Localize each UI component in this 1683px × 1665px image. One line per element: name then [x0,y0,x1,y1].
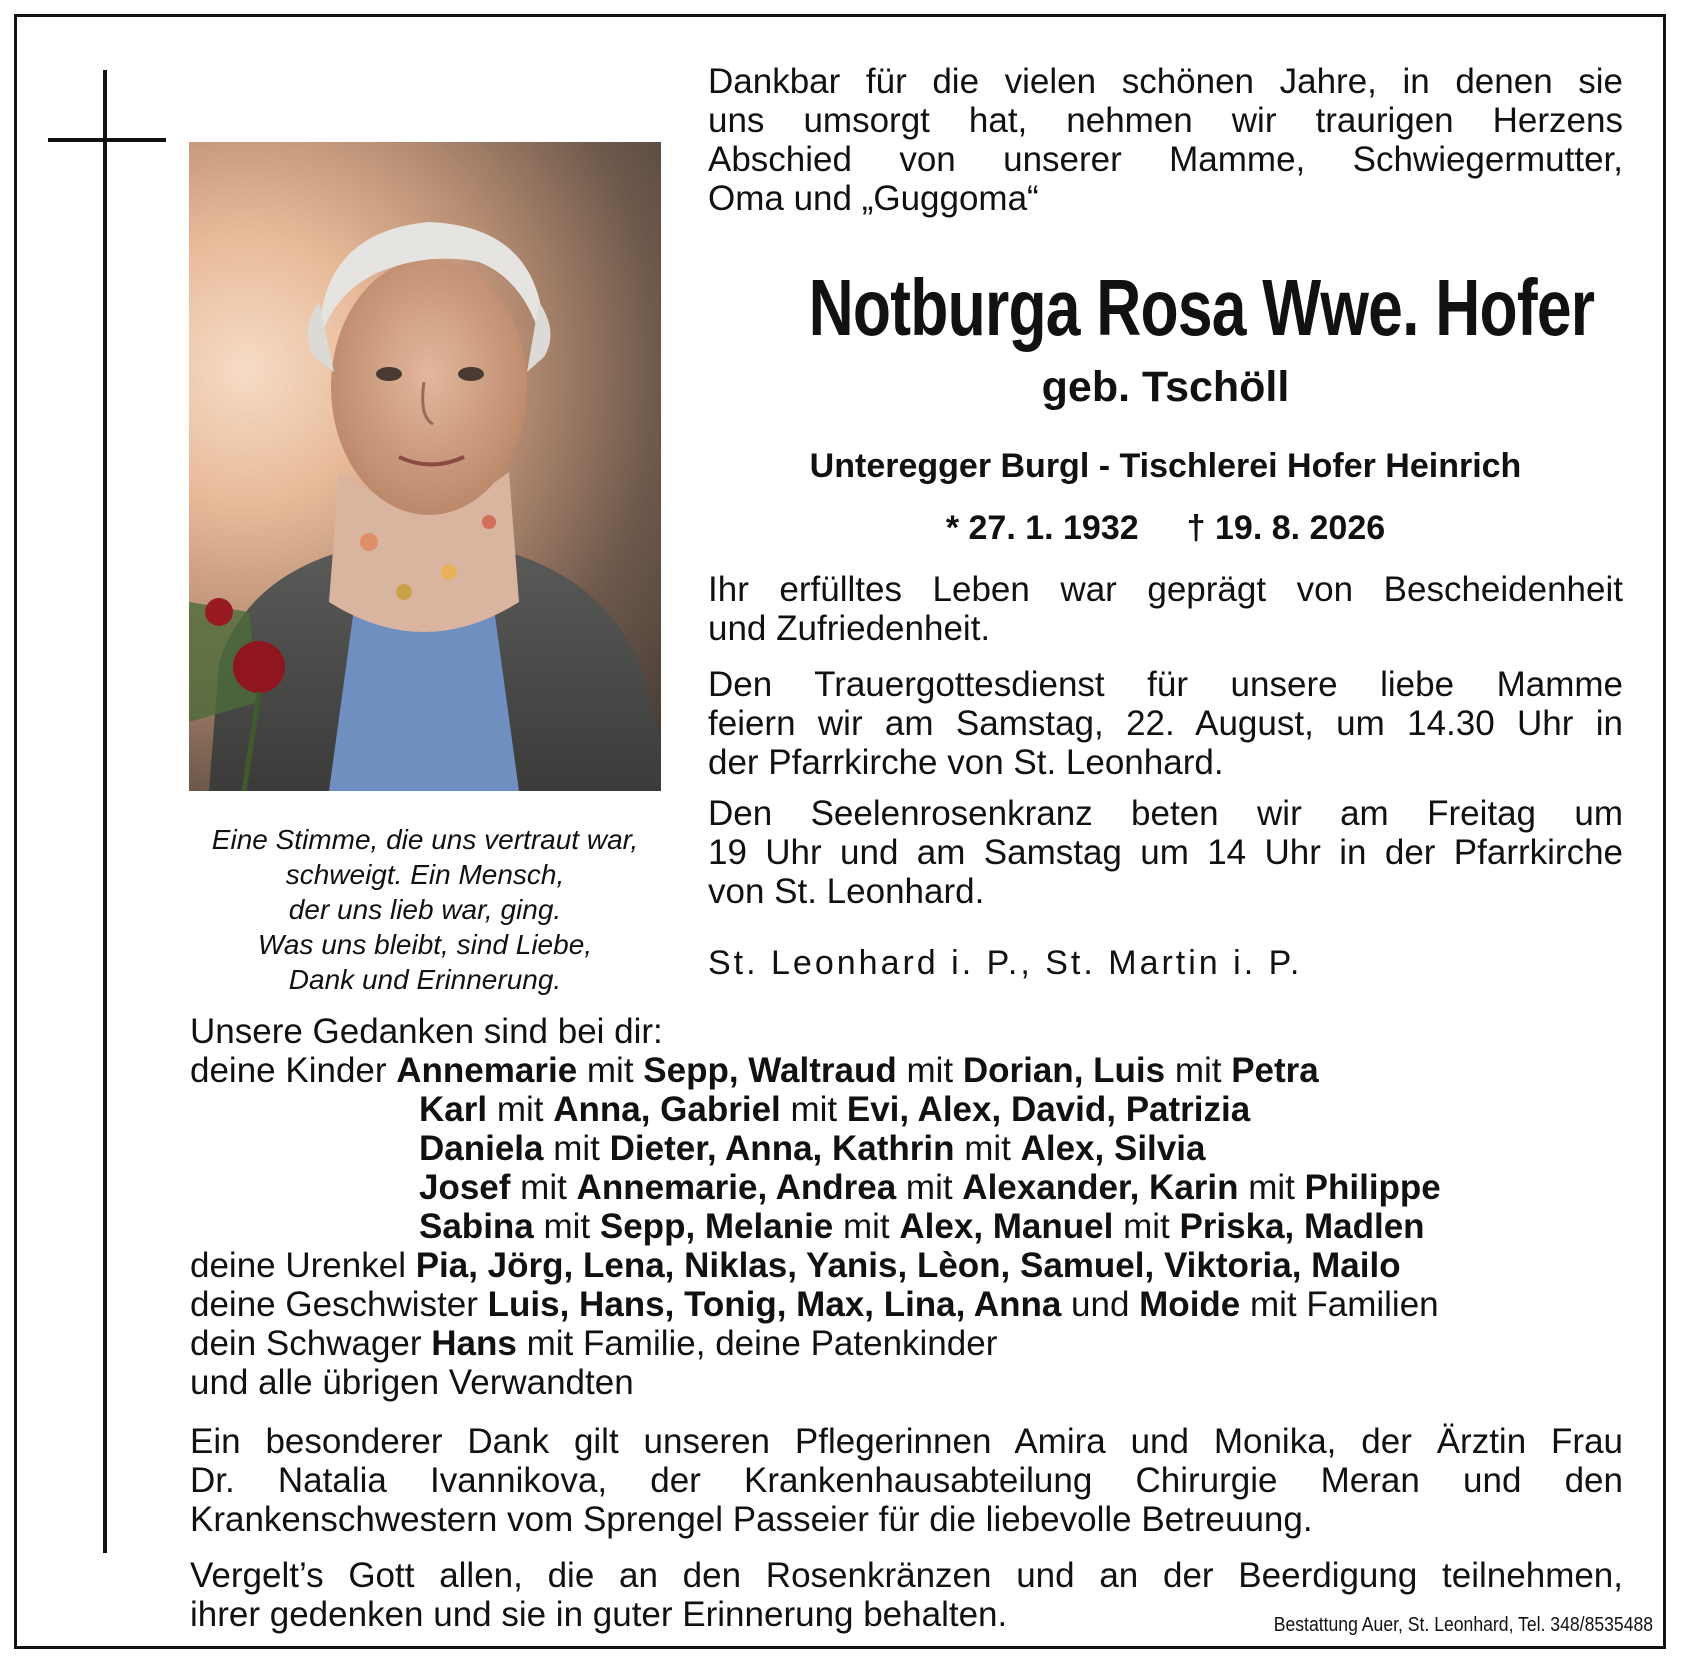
death-date: † 19. 8. 2026 [1186,509,1386,547]
poem-line: Dank und Erinnerung. [288,964,562,995]
family-names: Annemarie [396,1051,578,1090]
intro-line: Abschied von unserer Mamme, Schwiegermutter, [708,140,1623,179]
family-relation: und [1061,1285,1140,1324]
family-names: Annemarie, Andrea [576,1168,897,1207]
family-relation: mit [780,1090,847,1129]
family-names: Sepp, Melanie [599,1207,834,1246]
mourners-list [190,1012,1630,1402]
poem-line: Was uns bleibt, sind Liebe, [257,929,593,960]
memorial-poem [180,822,670,997]
rosary-line: von St. Leonhard. [708,872,985,911]
life-line: Ihr erfülltes Leben war geprägt von Bescheidenheit [708,570,1623,609]
family-names: Dorian, Luis [962,1051,1166,1090]
family-relation: mit [510,1168,577,1207]
family-names: Pia, Jörg, Lena, Niklas, Yanis, Lèon, Samuel, Viktoria, Mailo [415,1246,1401,1285]
closing-line: ihrer gedenken und sie in guter Erinnerung behalten. [190,1595,1008,1634]
service-line: der Pfarrkirche von St. Leonhard. [708,743,1224,782]
family-names: Dieter, Anna, Kathrin [609,1129,955,1168]
funeral-service-text [708,665,1623,782]
portrait-illustration [189,142,661,791]
family-names: Hans [431,1324,517,1363]
poem-line: schweigt. Ein Mensch, [285,859,565,890]
life-line: und Zufriedenheit. [708,609,991,648]
family-names: Sabina [419,1207,534,1246]
intro-line: uns umsorgt hat, nehmen wir traurigen Herzens [708,101,1623,140]
family-names: Alexander, Karin [962,1168,1239,1207]
family-relation: deine Geschwister [190,1285,488,1324]
family-names: Anna, Gabriel [553,1090,781,1129]
intro-text [708,62,1623,218]
family-relation: mit [533,1207,600,1246]
family-relation: mit [896,1051,963,1090]
places: St. Leonhard i. P., St. Martin i. P. [708,944,1303,982]
family-relation: mit [954,1129,1021,1168]
family-names: Sepp, Waltraud [643,1051,897,1090]
family-row [190,1207,1630,1246]
house-name: Unteregger Burgl - Tischlerei Hofer Heinrich [809,447,1522,485]
thanks-line: Krankenschwestern vom Sprengel Passeier für die liebevolle Betreuung. [190,1500,1313,1539]
thanks-text [190,1422,1623,1539]
family-relation: deine Kinder [190,1051,397,1090]
family-row [190,1090,1630,1129]
birth-name: geb. Tschöll [1041,363,1290,411]
family-names: Alex, Silvia [1020,1129,1206,1168]
family-names: Josef [419,1168,511,1207]
family-names: Moide [1139,1285,1241,1324]
deceased-name: Notburga Rosa Wwe. Hofer [808,263,1595,352]
poem-line: der uns lieb war, ging. [288,894,562,925]
family-intro: Unsere Gedanken sind bei dir: [190,1012,663,1051]
family-names: Philippe [1304,1168,1441,1207]
family-relation: mit [487,1090,554,1129]
family-relation: mit [1238,1168,1305,1207]
family-relation: dein Schwager [190,1324,432,1363]
family-names: Priska, Madlen [1179,1207,1425,1246]
rosary-line: Den Seelenrosenkranz beten wir am Freitag um [708,794,1623,833]
family-names: Petra [1231,1051,1319,1090]
rosary-line: 19 Uhr und am Samstag um 14 Uhr in der Pfarrkirche [708,833,1623,872]
undertaker-info: Bestattung Auer, St. Leonhard, Tel. 348/8535488 [1273,1614,1653,1636]
poem-line: Eine Stimme, die uns vertraut war, [211,824,639,855]
family-relation: mit [577,1051,644,1090]
thanks-line: Dr. Natalia Ivannikova, der Krankenhausabteilung Chirurgie Meran und den [190,1461,1623,1500]
cross-icon-vertical [103,70,107,1553]
portrait-photo [189,142,661,791]
family-relation: deine Urenkel [190,1246,416,1285]
family-relation: mit Familie, deine Patenkinder [516,1324,998,1363]
family-names: Luis, Hans, Tonig, Max, Lina, Anna [487,1285,1062,1324]
family-row [190,1363,1630,1402]
family-relation: mit [896,1168,963,1207]
family-row [190,1324,1630,1363]
family-relation: mit [543,1129,610,1168]
family-relation: mit Familien [1240,1285,1439,1324]
closing-line: Vergelt’s Gott allen, die an den Rosenkränzen und an der Beerdigung teilnehmen, [190,1556,1623,1595]
family-rows [190,1051,1630,1402]
family-relation: mit [1165,1051,1232,1090]
family-names: Evi, Alex, David, Patrizia [846,1090,1251,1129]
family-row [190,1168,1630,1207]
intro-line: Oma und „Guggoma“ [708,179,1039,218]
rosary-text [708,794,1623,911]
service-line: Den Trauergottesdienst für unsere liebe Mamme [708,665,1623,704]
family-names: Daniela [419,1129,544,1168]
family-relation: mit [833,1207,900,1246]
family-row [190,1051,1630,1090]
birth-date: * 27. 1. 1932 [945,509,1139,547]
family-relation: und alle übrigen Verwandten [190,1363,634,1402]
family-row [190,1129,1630,1168]
life-dates [708,508,1623,548]
thanks-line: Ein besonderer Dank gilt unseren Pflegerinnen Amira und Monika, der Ärztin Frau [190,1422,1623,1461]
family-names: Alex, Manuel [899,1207,1114,1246]
intro-line: Dankbar für die vielen schönen Jahre, in denen sie [708,62,1623,101]
family-relation: mit [1113,1207,1180,1246]
life-text [708,570,1623,648]
family-row [190,1285,1630,1324]
cross-icon-horizontal [48,138,166,142]
family-names: Karl [419,1090,488,1129]
service-line: feiern wir am Samstag, 22. August, um 14.30 Uhr in [708,704,1623,743]
family-row [190,1246,1630,1285]
